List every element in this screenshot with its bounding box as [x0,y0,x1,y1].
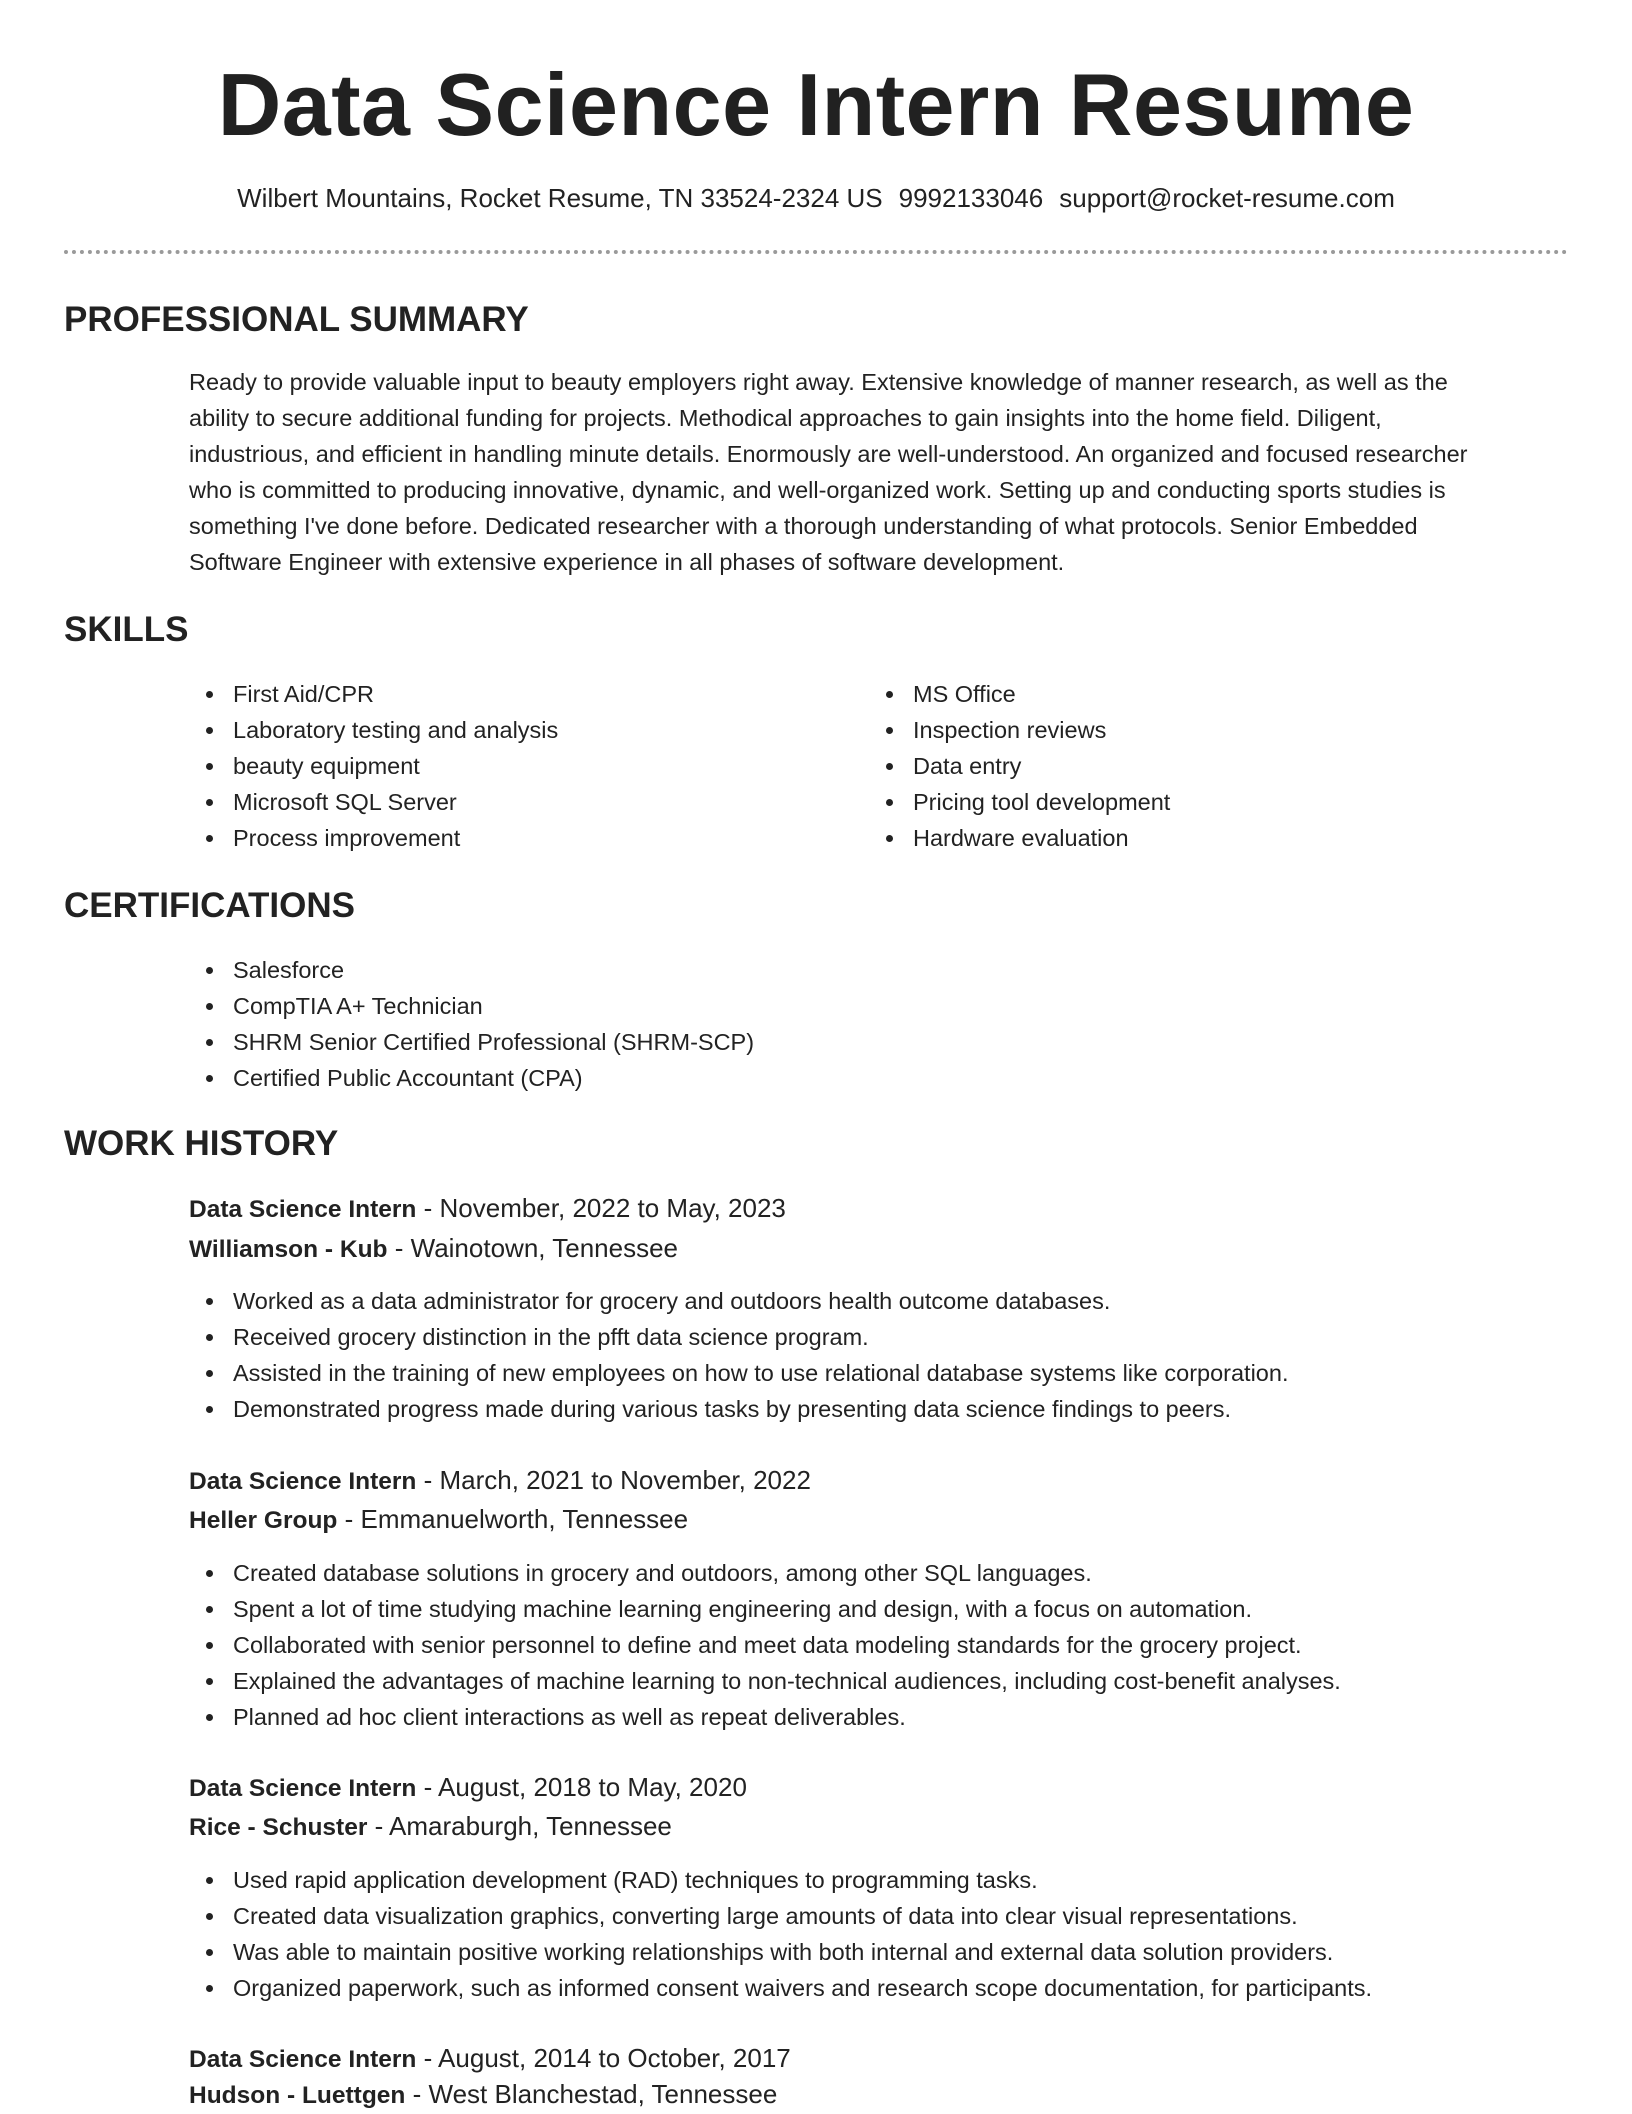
skill-item: Microsoft SQL Server [233,784,833,820]
summary-line: Software Engineer with extensive experience in all phases of software development. [189,549,1065,575]
skill-item: Inspection reviews [913,712,1513,748]
job-title: Data Science Intern [189,1196,417,1223]
job-bullet: Received grocery distinction in the pfft data science program. [233,1319,1613,1355]
job-bullet: Spent a lot of time studying machine learning engineering and design, with a focus on automation. [233,1591,1613,1627]
skill-item: Hardware evaluation [913,820,1513,856]
job-company: Rice - Schuster [189,1814,368,1841]
job-title-line [189,2040,791,2078]
job-location: - Wainotown, Tennessee [387,1233,679,1263]
job-bullet: Assisted in the training of new employees on how to use relational database systems like corporation. [233,1355,1613,1391]
job-location: - West Blanchestad, Tennessee [405,2079,778,2109]
skill-item: First Aid/CPR [233,676,833,712]
job-dates: - March, 2021 to November, 2022 [416,1465,811,1495]
work-history-heading: WORK HISTORY [64,1124,339,1163]
job-bullet: Worked as a data administrator for grocery and outdoors health outcome databases. [233,1283,1613,1319]
skills-heading: SKILLS [64,610,189,649]
contact-email: support@rocket-resume.com [1059,183,1395,213]
job-company-line [189,1808,672,1846]
certification-item: SHRM Senior Certified Professional (SHRM-SCP) [233,1024,1433,1060]
job-bullet: Created data visualization graphics, converting large amounts of data into clear visual representations. [233,1898,1613,1934]
job-title: Data Science Intern [189,1775,417,1802]
job-title-line [189,1462,811,1500]
skills-list-right [869,676,1513,856]
job-bullets [189,1283,1613,1427]
skills-list-left [189,676,833,856]
summary-line: Ready to provide valuable input to beauty employers right away. Extensive knowledge of manner research, as well as the [189,369,1448,395]
summary-line: something I've done before. Dedicated researcher with a thorough understanding of what protocols. Senior Embedded [189,513,1418,539]
job-company-line [189,1501,688,1539]
job-title-line [189,1190,786,1228]
skill-item: Pricing tool development [913,784,1513,820]
skill-item: Process improvement [233,820,833,856]
skill-item: Data entry [913,748,1513,784]
job-company: Williamson - Kub [189,1236,388,1263]
job-dates: - August, 2018 to May, 2020 [416,1772,747,1802]
job-bullet: Explained the advantages of machine learning to non-technical audiences, including cost-benefit analyses. [233,1663,1613,1699]
job-dates: - November, 2022 to May, 2023 [416,1193,786,1223]
contact-line [0,180,1632,216]
job-bullet: Collaborated with senior personnel to define and meet data modeling standards for the grocery project. [233,1627,1613,1663]
job-dates: - August, 2014 to October, 2017 [416,2043,791,2073]
job-company: Heller Group [189,1507,338,1534]
job-location: - Amaraburgh, Tennessee [367,1811,672,1841]
certification-item: CompTIA A+ Technician [233,988,1433,1024]
skill-item: Laboratory testing and analysis [233,712,833,748]
certifications-list [189,952,1433,1096]
contact-phone: 9992133046 [898,183,1044,213]
certification-item: Certified Public Accountant (CPA) [233,1060,1433,1096]
job-company-line [189,1230,678,1268]
job-bullets [189,1862,1613,2006]
contact-address: Wilbert Mountains, Rocket Resume, TN 33524-2324 US [237,183,883,213]
job-company-line [189,2076,777,2114]
job-title: Data Science Intern [189,2046,417,2073]
job-bullet: Organized paperwork, such as informed consent waivers and research scope documentation, for participants. [233,1970,1613,2006]
certification-item: Salesforce [233,952,1433,988]
job-bullet: Created database solutions in grocery and outdoors, among other SQL languages. [233,1555,1613,1591]
job-bullet: Planned ad hoc client interactions as well as repeat deliverables. [233,1699,1613,1735]
summary-line: ability to secure additional funding for projects. Methodical approaches to gain insights into the home field. Diligent, [189,405,1382,431]
certifications-heading: CERTIFICATIONS [64,886,356,925]
job-company: Hudson - Luettgen [189,2082,406,2109]
job-title-line [189,1769,747,1807]
summary-heading: PROFESSIONAL SUMMARY [64,300,529,339]
job-bullet: Was able to maintain positive working relationships with both internal and external data solution providers. [233,1934,1613,1970]
resume-title: Data Science Intern Resume [217,55,1415,154]
job-bullet: Used rapid application development (RAD) techniques to programming tasks. [233,1862,1613,1898]
skill-item: MS Office [913,676,1513,712]
summary-line: industrious, and efficient in handling minute details. Enormously are well-understood. An organized and focused researcher [189,441,1468,467]
summary-text [189,364,1559,580]
skill-item: beauty equipment [233,748,833,784]
header-divider [64,250,1568,254]
job-bullet: Demonstrated progress made during various tasks by presenting data science findings to peers. [233,1391,1613,1427]
job-title: Data Science Intern [189,1468,417,1495]
job-bullets [189,1555,1613,1735]
job-location: - Emmanuelworth, Tennessee [337,1504,689,1534]
summary-line: who is committed to producing innovative, dynamic, and well-organized work. Setting up and conducting sports studies is [189,477,1446,503]
